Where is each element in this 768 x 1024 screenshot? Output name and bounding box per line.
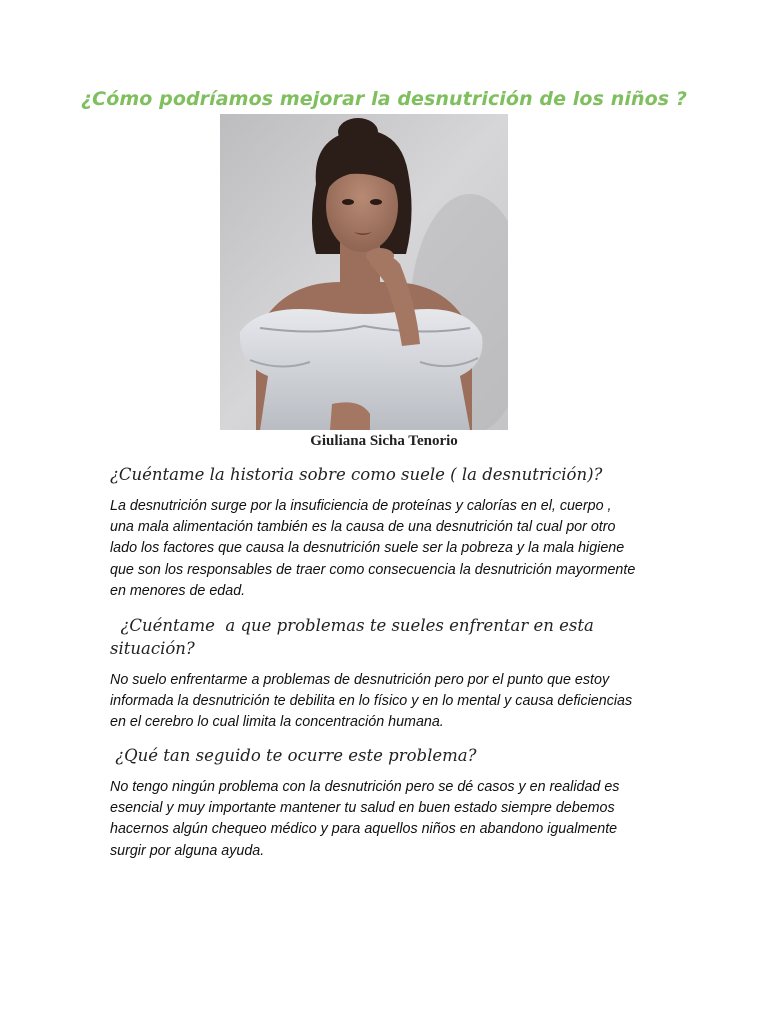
answer-3-line: hacernos algún chequeo médico y para aquellos niños en abandono igualmente bbox=[110, 821, 618, 838]
portrait-photo bbox=[220, 114, 508, 430]
document-title: ¿Cómo podríamos mejorar la desnutrición de los niños ? bbox=[81, 88, 687, 110]
question-2: ¿Cuéntame a que problemas te sueles enfrentar en esta situación? bbox=[110, 616, 600, 658]
answer-3-line: surgir por alguna ayuda. bbox=[110, 842, 265, 859]
portrait-image bbox=[220, 114, 508, 430]
answer-3-line: No tengo ningún problema con la desnutrición pero se dé casos y en realidad es bbox=[110, 779, 620, 795]
answer-1-line: en menores de edad. bbox=[110, 582, 246, 599]
question-3: ¿Qué tan seguido te ocurre este problema? bbox=[110, 746, 477, 765]
answer-1 bbox=[110, 496, 670, 602]
answer-2-line: en el cerebro lo cual limita la concentración humana. bbox=[110, 714, 444, 731]
answer-3-line: esencial y muy importante mantener tu salud en buen estado siempre debemos bbox=[110, 800, 615, 817]
answer-2-line: informada la desnutrición te debilita en lo físico y en lo mental y causa deficiencias bbox=[110, 693, 633, 710]
photo-caption: Giuliana Sicha Tenorio bbox=[310, 433, 458, 449]
answer-1-line: una mala alimentación también es la causa de una desnutrición tal cual por otro bbox=[110, 519, 616, 536]
answer-1-line: lado los factores que causa la desnutrición suele ser la pobreza y la mala higiene bbox=[110, 540, 625, 557]
answer-1-line: que son los responsables de traer como consecuencia la desnutrición mayormente bbox=[110, 561, 636, 578]
answer-2-line: No suelo enfrentarme a problemas de desnutrición pero por el punto que estoy bbox=[110, 672, 610, 688]
question-1: ¿Cuéntame la historia sobre como suele ( la desnutrición)? bbox=[110, 465, 603, 484]
answer-1-line: La desnutrición surge por la insuficiencia de proteínas y calorías en el, cuerpo , bbox=[110, 498, 612, 514]
answer-3 bbox=[110, 777, 670, 862]
answer-2 bbox=[110, 670, 670, 734]
